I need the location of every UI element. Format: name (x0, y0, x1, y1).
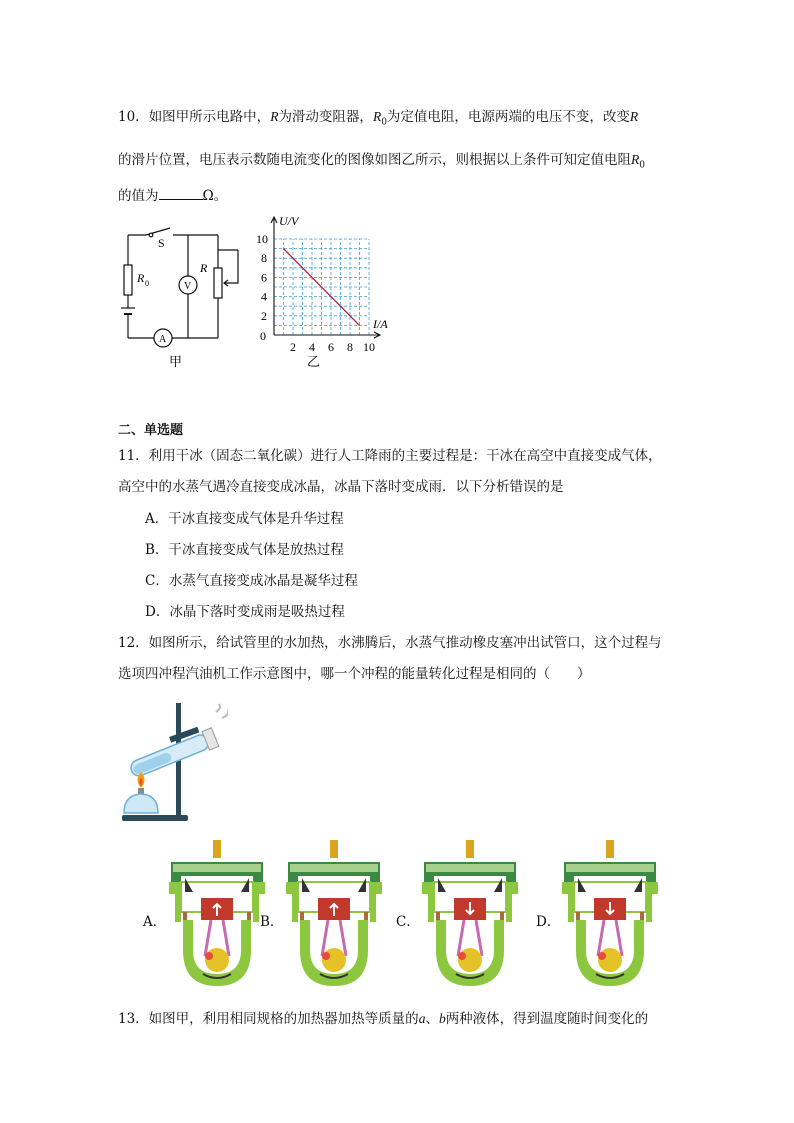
x-tick-label: 10 (363, 340, 375, 354)
test-tube-apparatus (118, 698, 228, 828)
var-b: b (438, 1011, 446, 1026)
subscript-0: 0 (639, 160, 645, 171)
caption-jia: 甲 (169, 355, 183, 370)
engine-diagram (416, 838, 526, 988)
voltmeter-label: V (184, 281, 192, 292)
answer-blank[interactable] (159, 185, 203, 200)
spark-plug (330, 840, 338, 858)
q10-text: 为定值电阻，电源两端的电压不变，改变 (386, 109, 630, 125)
q13-line1 (118, 1009, 648, 1029)
q11-line1: 11．利用干冰（固态二氧化碳）进行人工降雨的主要过程是：干冰在高空中直接变成气体， (118, 448, 662, 464)
engine-diagram (163, 838, 273, 988)
subscript-0: 0 (381, 117, 387, 128)
q11-option-c[interactable]: C．水蒸气直接变成冰晶是凝华过程 (145, 573, 358, 589)
y-tick-label: 8 (261, 251, 267, 266)
steam (216, 704, 228, 718)
var-r: R (270, 109, 279, 124)
crankshaft (458, 948, 482, 972)
r0-label: R (137, 271, 145, 285)
switch-label: S (158, 236, 165, 250)
y-tick-label: 4 (261, 289, 267, 304)
y-tick-label: 6 (261, 270, 267, 285)
r-label: R (200, 261, 208, 275)
q11-option-b[interactable]: B．干冰直接变成气体是放热过程 (145, 542, 344, 558)
caption-yi: 乙 (307, 355, 321, 370)
q13-text: 13．如图甲，利用相同规格的加热器加热等质量的 (118, 1011, 419, 1027)
y-tick-label: 10 (256, 232, 268, 246)
crankshaft (205, 948, 229, 972)
spark-plug (466, 840, 474, 858)
engine-diagram (556, 838, 666, 988)
q11-line2: 高空中的水蒸气遇冷直接变成冰晶，冰晶下落时变成雨．以下分析错误的是 (118, 479, 564, 495)
q10-text: 如图甲所示电路中， (148, 109, 271, 125)
ui-graph (255, 212, 405, 372)
q12-line2: 选项四冲程汽油机工作示意图中，哪一个冲程的能量转化过程是相同的（ ） (118, 666, 591, 682)
section-title: 二、单选题 (118, 423, 184, 438)
var-r: R (629, 109, 639, 124)
q10-line2 (118, 150, 645, 176)
engine-option-label: C． (396, 914, 420, 930)
q10-text: 为滑动变阻器， (278, 109, 373, 125)
origin-label: 0 (260, 329, 266, 343)
engine-option-label: B． (260, 914, 284, 930)
x-tick-label: 6 (328, 340, 334, 354)
spark-plug (213, 840, 221, 858)
spark-plug (606, 840, 614, 858)
q13-sep: 、 (425, 1011, 439, 1027)
q10-text: 的滑片位置，电压表示数随电流变化的图像如图乙所示，则根据以上条件可知定值电阻 (118, 152, 631, 168)
q13-text: 两种液体，得到温度随时间变化的 (445, 1011, 649, 1027)
engine-options (143, 838, 703, 988)
crankshaft (598, 948, 622, 972)
engine-option-label: D． (536, 914, 561, 930)
engine-diagram (280, 838, 390, 988)
x-tick-label: 4 (309, 340, 315, 354)
q11-option-a[interactable]: A．干冰直接变成气体是升华过程 (145, 511, 344, 527)
ammeter-label: A (159, 334, 167, 345)
q10-line1 (118, 107, 638, 133)
engine-option-label: A． (143, 914, 167, 930)
q12-line1: 12．如图所示，给试管里的水加热，水沸腾后，水蒸气推动橡皮塞冲出试管口，这个过程与 (118, 635, 662, 651)
var-r0: R (631, 152, 640, 167)
crankshaft (322, 948, 346, 972)
x-axis-label: I/A (373, 317, 388, 331)
x-tick-label: 8 (347, 340, 353, 354)
resistor-r0 (124, 265, 132, 295)
circuit-diagram (118, 220, 248, 375)
rheostat-r (214, 268, 222, 298)
q10-text: 的值为 (118, 188, 159, 204)
question-number: 10． (118, 109, 149, 125)
x-tick-label: 2 (290, 340, 296, 354)
q11-option-d[interactable]: D．冰晶下落时变成雨是吸热过程 (145, 604, 345, 620)
y-tick-label: 2 (261, 308, 267, 323)
y-axis-label: U/V (279, 214, 299, 228)
var-r0: R (372, 109, 382, 124)
q10-line3 (118, 185, 227, 206)
var-a: a (418, 1011, 426, 1026)
alcohol-lamp (124, 794, 158, 813)
r0-sub: 0 (145, 279, 149, 288)
unit-ohm: Ω。 (202, 188, 228, 204)
